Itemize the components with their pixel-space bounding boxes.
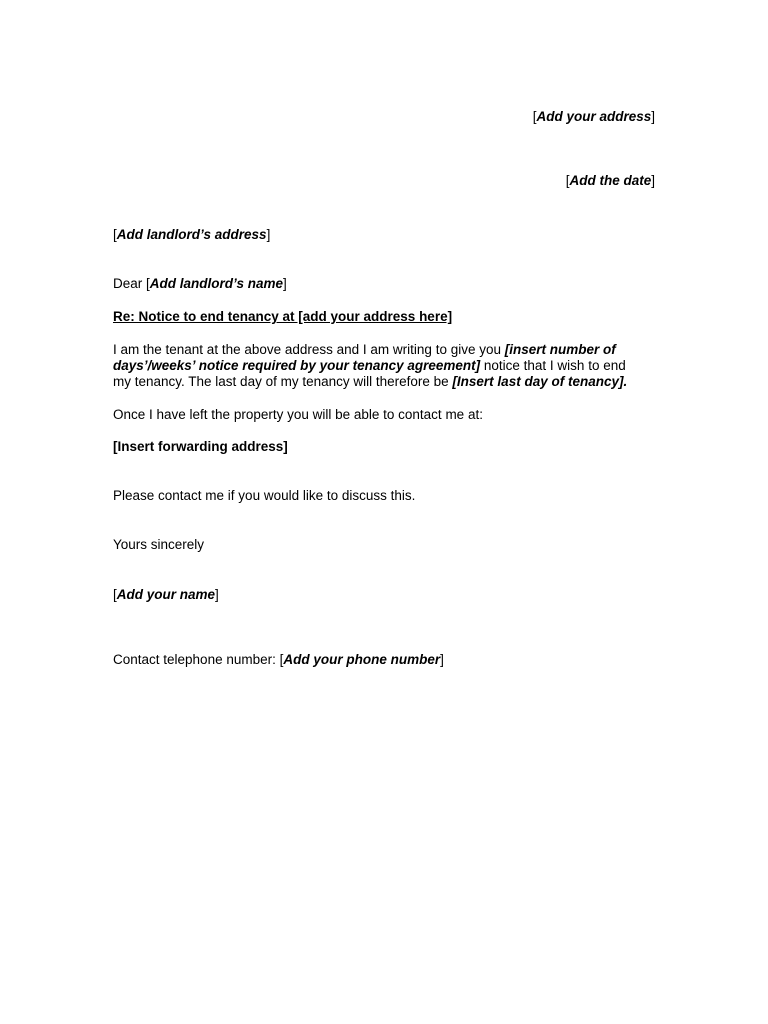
bracket-close: ]: [651, 109, 655, 124]
bracket-close: ]: [215, 587, 219, 602]
bracket-close: ]: [651, 173, 655, 188]
landlord-address-placeholder: Add landlord’s address: [116, 227, 267, 242]
salutation: [113, 276, 287, 292]
phone-prefix: Contact telephone number: [: [113, 652, 284, 667]
notice-period-placeholder: [insert number of: [504, 342, 616, 357]
notice-period-placeholder: days’/weeks’ notice required by your tenancy agreement]: [113, 358, 481, 373]
signature: [113, 587, 219, 603]
body-line-3: [113, 374, 627, 390]
closing: Yours sincerely: [113, 537, 205, 552]
subject-line: Re: Notice to end tenancy at [add your address here]: [113, 309, 453, 324]
bracket-close: ]: [283, 276, 287, 291]
salutation-prefix: Dear [: [113, 276, 150, 291]
body-line-2: [113, 358, 626, 374]
bracket-open: [: [565, 173, 570, 188]
your-name-placeholder: Add your name: [116, 587, 216, 602]
forwarding-address-placeholder: [Insert forwarding address]: [113, 439, 288, 454]
body-line-1: [113, 342, 616, 358]
bracket-close: ]: [440, 652, 444, 667]
contact-intro: Once I have left the property you will be able to contact me at:: [113, 407, 483, 422]
discuss-line: Please contact me if you would like to discuss this.: [113, 488, 416, 503]
last-day-placeholder: [Insert last day of tenancy].: [452, 374, 628, 389]
date-placeholder: Add the date: [569, 173, 652, 188]
body-text: I am the tenant at the above address and I am writing to give you: [113, 342, 505, 357]
bracket-close: ]: [266, 227, 271, 242]
bracket-open: [: [532, 109, 537, 124]
contact-phone: [113, 652, 444, 668]
letter-date: [566, 173, 655, 189]
landlord-name-placeholder: Add landlord’s name: [149, 276, 284, 291]
landlord-address: [113, 227, 270, 243]
sender-address: [533, 109, 655, 125]
bracket-open: [: [113, 227, 117, 242]
body-text: notice that I wish to end: [480, 358, 626, 373]
body-text: my tenancy. The last day of my tenancy will therefore be: [113, 374, 453, 389]
sender-address-placeholder: Add your address: [536, 109, 652, 124]
phone-placeholder: Add your phone number: [283, 652, 441, 667]
bracket-open: [: [113, 587, 117, 602]
